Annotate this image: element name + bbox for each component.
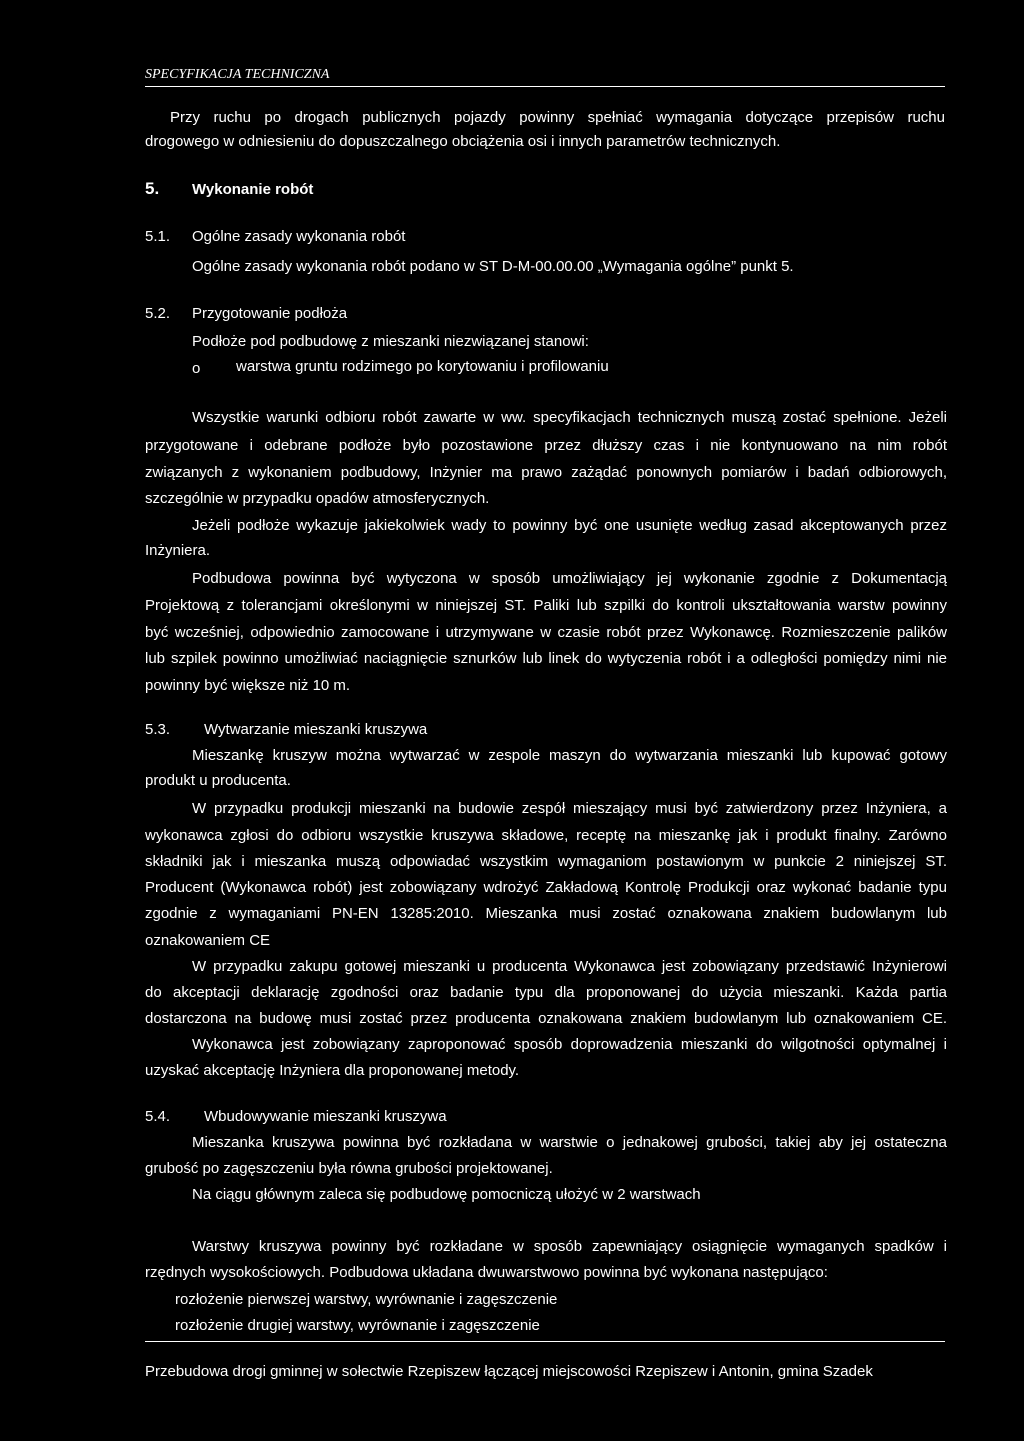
para-10-line-1: Warstwy kruszywa powinny być rozkładane w sposób zapewniający osiągnięcie wymaganych spadków i [192,1238,947,1255]
section-5-number: 5. [145,179,160,198]
para-3-line-5: powinny być większe niż 10 m. [145,677,351,694]
section-5-2-number: 5.2. [145,305,171,322]
para-4-line-1: Mieszankę kruszyw można wytwarzać w zespole maszyn do wytwarzania mieszanki lub kupować gotowy [192,747,947,764]
para-1-line-3: związanych z wykonaniem podbudowy, Inżynier ma prawo zażądać ponownych pomiarów i badań odbiorowych, [145,464,947,481]
section-5-title: Wykonanie robót [192,181,314,198]
section-5-3-number: 5.3. [145,721,171,738]
page-footer-text: Przebudowa drogi gminnej w sołectwie Rzepiszew łączącej miejscowości Rzepiszew i Antonin, gmina Szadek [145,1363,873,1380]
step-2: rozłożenie drugiej warstwy, wyrównanie i zagęszczenie [175,1317,540,1334]
para-3-line-1: Podbudowa powinna być wytyczona w sposób umożliwiający jej wykonanie zgodnie z Dokumentacją [192,570,947,587]
para-8-line-1: Mieszanka kruszywa powinna być rozkładana w warstwie o jednakowej grubości, takiej aby jej ostateczna [192,1134,947,1151]
para-5-line-2: wykonawca zgłosi do odbioru wszystkie kruszywa składowe, receptę na mieszankę jak i produkt finalny. Zarówno [145,827,947,844]
para-3-line-4: lub szpilek powinno umożliwiać naciągnięcie sznurków lub linek do wytyczenia robót i a odległości pomiędzy nimi nie [145,650,947,667]
bullet-text: warstwa gruntu rodzimego po korytowaniu i profilowaniu [236,358,609,375]
section-5-4-title: Wbudowywanie mieszanki kruszywa [204,1108,447,1125]
section-5-2-body: Podłoże pod podbudowę z mieszanki niezwiązanej stanowi: [192,333,589,350]
para-4-line-2: produkt u producenta. [145,772,291,789]
para-5-line-3: składniki jak i mieszanka muszą odpowiadać wszystkim wymaganiom postawionym w punkcie 2 niniejszej ST. [145,853,947,870]
page-header-title: SPECYFIKACJA TECHNICZNA [145,67,330,82]
footer-rule [145,1341,945,1342]
para-3-line-2: Projektową z tolerancjami określonymi w niniejszej ST. Paliki lub szpilki do kontroli ukształtowania warstw powinny [145,597,947,614]
para-10-line-2: rzędnych wysokościowych. Podbudowa układana dwuwarstwowo powinna być wykonana następująco: [145,1264,828,1281]
section-5-3-title: Wytwarzanie mieszanki kruszywa [204,721,428,738]
para-1-line-2: przygotowane i odebrane podłoże było pozostawione przez dłuższy czas i nie kontynuowano na nim robót [145,437,947,454]
intro-line-1: Przy ruchu po drogach publicznych pojazdy powinny spełniać wymagania dotyczące przepisów ruchu [170,109,945,126]
para-2-line-1: Jeżeli podłoże wykazuje jakiekolwiek wady to powinny być one usunięte według zasad akceptowanych przez [192,517,947,534]
para-7-line-2: uzyskać akceptację Inżyniera dla proponowanej metody. [145,1062,520,1079]
para-1-line-1: Wszystkie warunki odbioru robót zawarte w ww. specyfikacjach technicznych muszą zostać spełnione. Jeżeli [192,409,947,426]
para-5-line-6: oznakowaniem CE [145,932,271,949]
para-5-line-5: zgodnie z wymaganiami PN-EN 13285:2010. Mieszanka musi zostać oznakowana znakiem budowlanym lub [145,905,947,922]
header-rule [145,86,945,87]
para-7-line-1: Wykonawca jest zobowiązany zaproponować sposób doprowadzenia mieszanki do wilgotności optymalnej i [192,1036,947,1053]
section-5-1-body: Ogólne zasady wykonania robót podano w ST D-M-00.00.00 „Wymagania ogólne” punkt 5. [192,258,794,275]
para-9-line-1: Na ciągu głównym zaleca się podbudowę pomocniczą ułożyć w 2 warstwach [192,1186,701,1203]
section-5-1-title: Ogólne zasady wykonania robót [192,228,406,245]
section-5-1-number: 5.1. [145,228,171,245]
para-6-line-3: dostarczona na budowę musi zostać przez producenta oznakowana znakiem budowlanym lub oznakowaniem CE. [145,1010,947,1027]
para-3-line-3: być wcześniej, odpowiednio zamocowane i utrzymywane w czasie robót przez Wykonawcę. Rozmieszczenie palików [145,624,947,641]
bullet-mark: o [192,360,201,377]
intro-line-2: drogowego w odniesieniu do dopuszczalnego obciążenia osi i innych parametrów technicznych. [145,133,781,150]
para-6-line-2: do akceptacji deklarację zgodności oraz badanie typu dla proponowanej do użycia mieszanki. Każda partia [145,984,947,1001]
para-6-line-1: W przypadku zakupu gotowej mieszanki u producenta Wykonawca jest zobowiązany przedstawić Inżynierowi [192,958,947,975]
para-5-line-1: W przypadku produkcji mieszanki na budowie zespół mieszający musi być zatwierdzony przez Inżyniera, a [192,800,947,817]
section-5-2-title: Przygotowanie podłoża [192,305,348,322]
para-1-line-4: szczególnie w przypadku opadów atmosferycznych. [145,490,490,507]
para-5-line-4: Producent (Wykonawca robót) jest zobowiązany wdrożyć Zakładową Kontrolę Produkcji oraz wykonać badanie typu [145,879,947,896]
step-1: rozłożenie pierwszej warstwy, wyrównanie i zagęszczenie [175,1291,558,1308]
para-2-line-2: Inżyniera. [145,542,211,559]
para-8-line-2: grubość po zagęszczeniu była równa grubości projektowanej. [145,1160,553,1177]
section-5-4-number: 5.4. [145,1108,171,1125]
